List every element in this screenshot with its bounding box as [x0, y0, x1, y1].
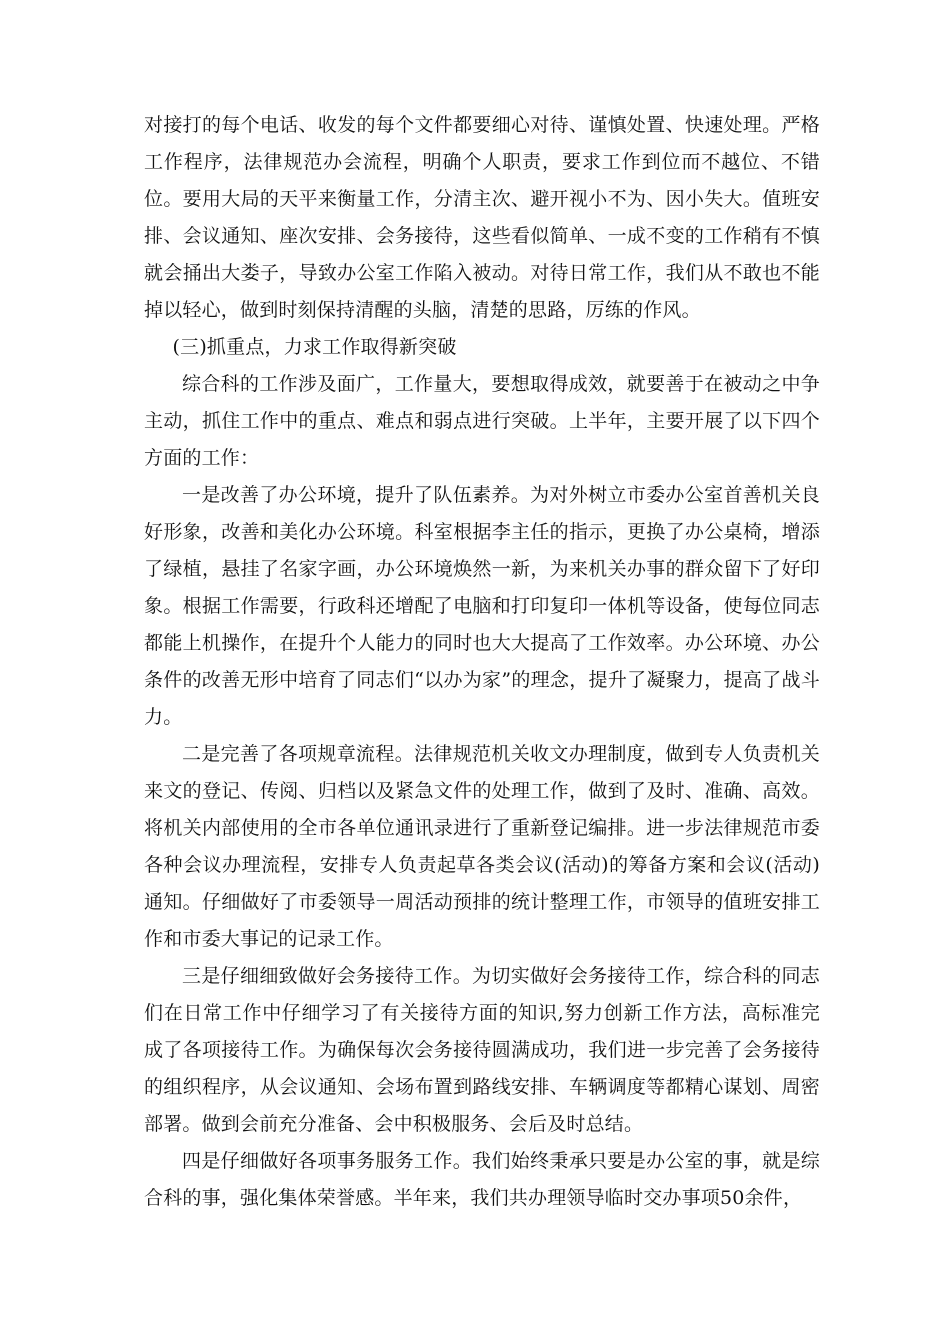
paragraph-item-4: 四是仔细做好各项事务服务工作。我们始终秉承只要是办公室的事，就是综合科的事，强化集体荣誉感。半年来，我们共办理领导临时交办事项50余件，: [144, 1150, 820, 1209]
section-heading: (三)抓重点，力求工作取得新突破: [172, 336, 457, 358]
paragraph-item-2: 二是完善了各项规章流程。法律规范机关收文办理制度，做到专人负责机关来文的登记、传阅、归档以及紧急文件的处理工作，做到了及时、准确、高效。将机关内部使用的全市各单位通讯录进行了重新登记编排。进一步法律规范市委各种会议办理流程，安排专人负责起草各类会议(活动)的筹备方案和会议(活动)通知。仔细做好了市委领导一周活动预排的统计整理工作，市领导的值班安排工作和市委大事记的记录工作。: [144, 743, 820, 950]
paragraph-continuation: 对接打的每个电话、收发的每个文件都要细心对待、谨慎处置、快速处理。严格工作程序，法律规范办会流程，明确个人职责，要求工作到位而不越位、不错位。要用大局的天平来衡量工作，分清主次、避开视小不为、因小失大。值班安排、会议通知、座次安排、会务接待，这些看似简单、一成不变的工作稍有不慎就会捅出大娄子，导致办公室工作陷入被动。对待日常工作，我们从不敢也不能掉以轻心，做到时刻保持清醒的头脑，清楚的思路，厉练的作风。: [144, 114, 820, 321]
paragraph-item-3: 三是仔细细致做好会务接待工作。为切实做好会务接待工作，综合科的同志们在日常工作中仔细学习了有关接待方面的知识,努力创新工作方法，高标准完成了各项接待工作。为确保每次会务接待圆满成功，我们进一步完善了会务接待的组织程序，从会议通知、会场布置到路线安排、车辆调度等都精心谋划、周密部署。做到会前充分准备、会中积极服务、会后及时总结。: [144, 965, 820, 1135]
paragraph-intro: 综合科的工作涉及面广，工作量大，要想取得成效，就要善于在被动之中争主动，抓住工作中的重点、难点和弱点进行突破。上半年，主要开展了以下四个方面的工作：: [144, 373, 820, 469]
paragraph-item-1: 一是改善了办公环境，提升了队伍素养。为对外树立市委办公室首善机关良好形象，改善和美化办公环境。科室根据李主任的指示，更换了办公桌椅，增添了绿植，悬挂了名家字画，办公环境焕然一新，为来机关办事的群众留下了好印象。根据工作需要，行政科还增配了电脑和打印复印一体机等设备，使每位同志都能上机操作，在提升个人能力的同时也大大提高了工作效率。办公环境、办公条件的改善无形中培育了同志们“以办为家”的理念，提升了凝聚力，提高了战斗力。: [144, 484, 820, 728]
document-page: [144, 107, 820, 1217]
